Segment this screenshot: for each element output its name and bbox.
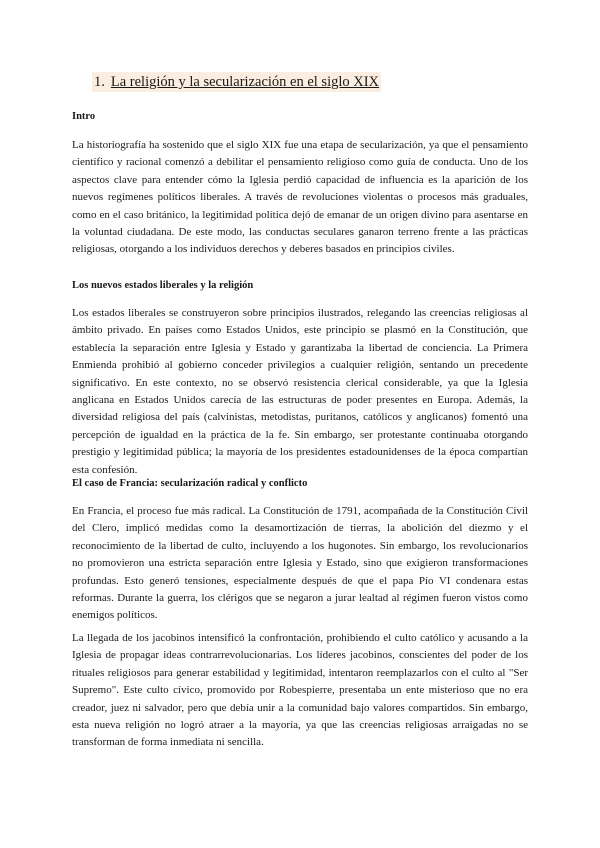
paragraph-liberal-states: Los estados liberales se construyeron sobre principios ilustrados, relegando las creencias religiosas al ámbito privado. En países como Estados Unidos, este principio se plasmó en la Constitución, que establecía la separación entre Iglesia y Estado y garantizaba la libertad de conciencia. La Primera Enmienda prohibió al gobierno conceder privilegios a cualquier religión, sentando un precedente significativo. En este contexto, no se observó resistencia clerical considerable, ya que la Iglesia anglicana en Estados Unidos carecía de las estructuras de poder presentes en Europa. Además, la diversidad religiosa del país (calvinistas, metodistas, puritanos, católicos y anglicanos) fomentó una percepción de igualdad en la práctica de la fe. Sin embargo, ser protestante continuaba otorgando prestigio y legitimidad pública; la mayoría de los presidentes estadounidenses de la época compartían esta confesión. [72,307,528,476]
paragraph-france-1: En Francia, el proceso fue más radical. La Constitución de 1791, acompañada de la Constitución Civil del Clero, implicó medidas como la desamortización de tierras, la abolición del diezmo y el reconocimiento de la libertad de culto, incluyendo a los hugonotes. Sin embargo, los revolucionarios no promovieron una estricta separación entre Iglesia y Estado, sino que exigieron transformaciones profundas. Esto generó tensiones, especialmente después de que el papa Pío VI condenara estas reformas. Durante la guerra, los clérigos que se negaron a jurar lealtad al régimen fueron vistos como enemigos políticos. [72,505,528,622]
title-text: La religión y la secularización en el siglo XIX [110,74,380,90]
document-title [92,72,381,92]
paragraph-france-2: La llegada de los jacobinos intensificó la confrontación, prohibiendo el culto católico y acusando a la Iglesia de propagar ideas contrarrevolucionarias. Los líderes jacobinos, conscientes del poder de los rituales religiosos para generar estabilidad y legitimidad, intentaron reemplazarlos con el culto al "Ser Supremo". Este culto cívico, promovido por Robespierre, presentaba un ente misterioso que no era creador, juez ni salvador, pero que debía unir a la comunidad bajo valores compartidos. Sin embargo, esta nueva religión no logró atraer a la mayoría, ya que las creencias religiosas arraigadas no se transforman de forma inmediata ni sencilla. [72,632,528,749]
section-heading-intro: Intro [72,111,96,122]
paragraph-intro: La historiografía ha sostenido que el siglo XIX fue una etapa de secularización, ya que el pensamiento científico y racional comenzó a debilitar el pensamiento religioso como guía de conducta. Uno de los aspectos clave para entender cómo la Iglesia perdió capacidad de influencia es la aparición de los nuevos regímenes políticos liberales. A través de revoluciones violentas o procesos más graduales, como en el caso británico, la legitimidad política dejó de emanar de un origen divino para asentarse en la voluntad ciudadana. De este modo, las conductas seculares ganaron terreno frente a las prácticas religiosas, otorgando a los individuos derechos y deberes basados en principios civiles. [72,139,528,256]
section-heading-france: El caso de Francia: secularización radical y conflicto [72,478,308,489]
section-heading-liberal-states: Los nuevos estados liberales y la religión [72,280,254,291]
title-number: 1. [94,74,105,90]
